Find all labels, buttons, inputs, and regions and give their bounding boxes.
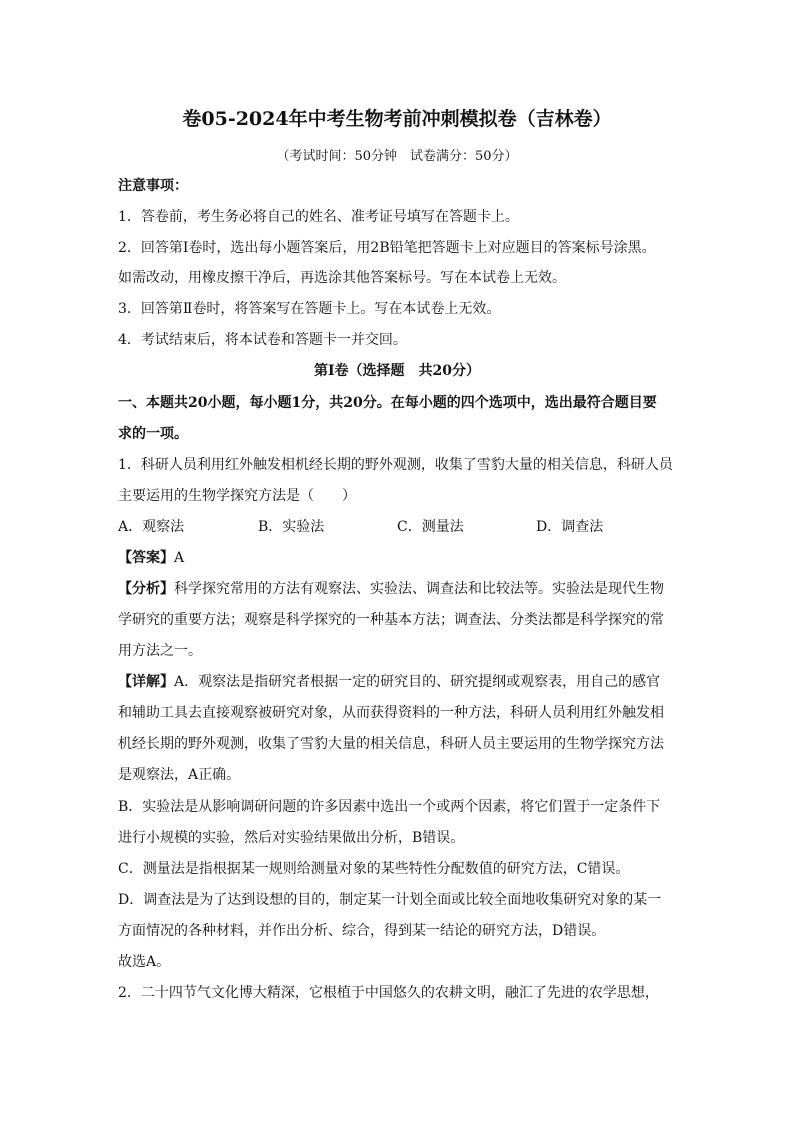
detail-text: 和辅助工具去直接观察被研究对象，从而获得资料的一种方法，科研人员利用红外触发相 bbox=[118, 705, 664, 721]
section-instruction: 一、本题共20小题，每小题1分，共20分。在每小题的四个选项中，选出最符合题目要 bbox=[118, 395, 657, 411]
question-stem: 2．二十四节气文化博大精深，它根植于中国悠久的农耕文明，融汇了先进的农学思想， bbox=[118, 985, 659, 1001]
question-stem: 主要运用的生物学探究方法是（ ） bbox=[118, 488, 356, 504]
detail-text: B．实验法是从影响调研问题的许多因素中选出一个或两个因素，将它们置于一定条件下 bbox=[118, 799, 661, 815]
analysis-text: 学研究的重要方法；观察是科学探究的一种基本方法；调查法、分类法都是科学探究的常 bbox=[118, 612, 664, 628]
notice-item: 3．回答第Ⅱ卷时，将答案写在答题卡上。写在本试卷上无效。 bbox=[118, 301, 501, 317]
analysis-line bbox=[118, 579, 664, 599]
notice-item: 如需改动，用橡皮擦干净后，再选涂其他答案标号。写在本试卷上无效。 bbox=[118, 270, 566, 286]
question-stem: 1．科研人员利用红外触发相机经长期的野外观测，收集了雪豹大量的相关信息，科研人员 bbox=[118, 457, 673, 473]
detail-text: 进行小规模的实验，然后对实验结果做出分析，B错误。 bbox=[118, 830, 465, 846]
answer-value: A bbox=[174, 550, 185, 566]
exam-info: （考试时间：50分钟 试卷满分：50分） bbox=[276, 149, 518, 164]
detail-text: A．观察法是指研究者根据一定的研究目的、研究提纲或观察表，用自己的感官 bbox=[174, 674, 661, 690]
notice-item: 2．回答第Ⅰ卷时，选出每小题答案后，用2B铅笔把答题卡上对应题目的答案标号涂黑。 bbox=[118, 240, 656, 256]
detail-text: C．测量法是指根据某一规则给测量对象的某些特性分配数值的研究方法，C错误。 bbox=[118, 861, 630, 877]
option-d: D．调查法 bbox=[536, 519, 604, 535]
option-c: C．测量法 bbox=[397, 519, 464, 535]
detail-tag: 【详解】 bbox=[118, 674, 174, 690]
analysis-text: 用方法之一。 bbox=[118, 643, 202, 659]
notice-heading: 注意事项： bbox=[118, 178, 188, 194]
detail-text: 机经长期的野外观测，收集了雪豹大量的相关信息，科研人员主要运用的生物学探究方法 bbox=[118, 736, 664, 752]
detail-line bbox=[118, 672, 660, 692]
detail-text: 是观察法，A正确。 bbox=[118, 767, 241, 783]
detail-text: 故选A。 bbox=[118, 954, 171, 970]
detail-text: 方面情况的各种材料，并作出分析、综合，得到某一结论的研究方法，D错误。 bbox=[118, 923, 606, 939]
notice-item: 4．考试结束后，将本试卷和答题卡一并交回。 bbox=[118, 332, 407, 348]
section-instruction: 求的一项。 bbox=[118, 426, 188, 442]
option-a: A．观察法 bbox=[118, 519, 185, 535]
analysis-tag: 【分析】 bbox=[118, 581, 174, 597]
answer-line bbox=[118, 548, 184, 568]
answer-tag: 【答案】 bbox=[118, 550, 174, 566]
analysis-text: 科学探究常用的方法有观察法、实验法、调查法和比较法等。实验法是现代生物 bbox=[174, 581, 664, 597]
notice-item: 1．答卷前，考生务必将自己的姓名、准考证号填写在答题卡上。 bbox=[118, 209, 519, 225]
section-heading: 第Ⅰ卷（选择题 共20分） bbox=[313, 363, 481, 379]
option-b: B．实验法 bbox=[258, 519, 325, 535]
detail-text: D．调查法是为了达到设想的目的，制定某一计划全面或比较全面地收集研究对象的某一 bbox=[118, 892, 662, 908]
page-title: 卷05-2024年中考生物考前冲刺模拟卷（吉林卷） bbox=[182, 108, 612, 130]
